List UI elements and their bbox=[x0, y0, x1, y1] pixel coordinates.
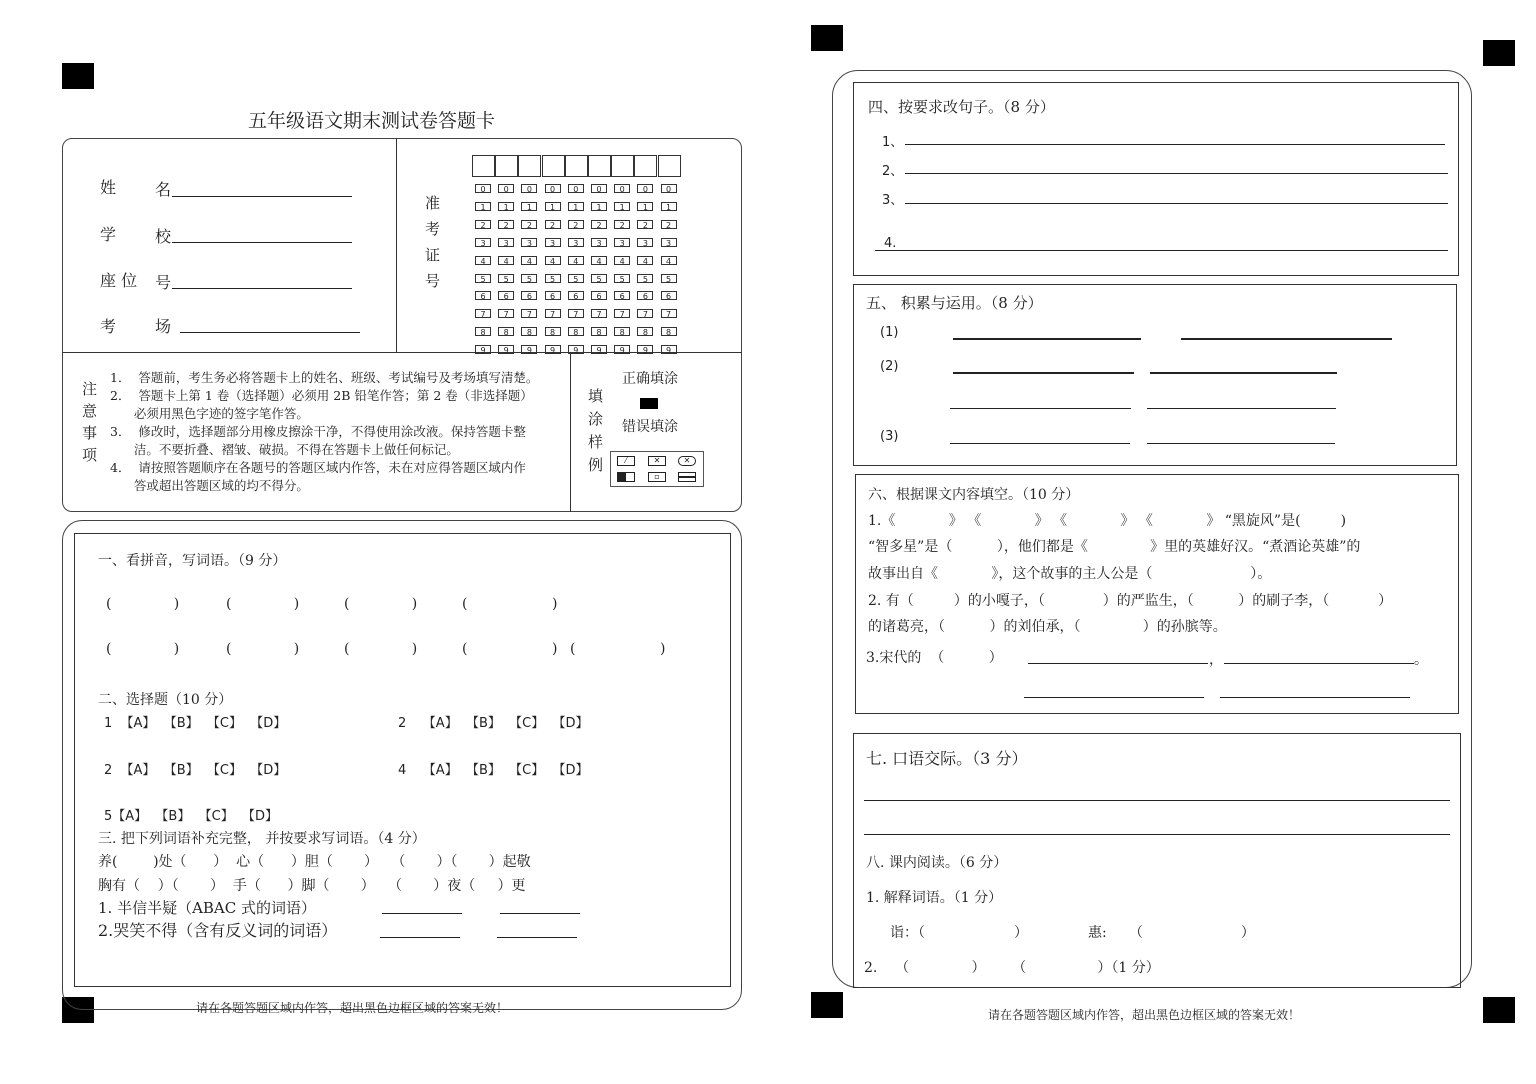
exam-id-bubble[interactable]: 3 bbox=[568, 238, 584, 247]
q4-item: 2、 bbox=[882, 164, 904, 179]
field-label: 名 bbox=[155, 180, 172, 199]
q8-item: 1. 解释词语。（1 分） bbox=[866, 890, 1003, 906]
q8-word[interactable]: 诣：（ ） bbox=[890, 925, 1029, 941]
exam-id-bubble[interactable]: 5 bbox=[637, 274, 653, 283]
note-line: 3． 修改时，选择题部分用橡皮擦涂干净，不得使用涂改液。保持答题卡整 bbox=[110, 424, 526, 439]
corner-mark bbox=[811, 25, 843, 51]
q5-item: (2) bbox=[880, 359, 899, 374]
q3-item: 1. 半信半疑（ABAC 式的词语） bbox=[98, 899, 317, 917]
note-line: 洁。不要折叠、褶皱、破损。不得在答题卡上做任何标记。 bbox=[110, 442, 459, 457]
answer-line[interactable] bbox=[953, 338, 1141, 340]
exam-id-bubble[interactable]: 3 bbox=[521, 238, 537, 247]
q2-row[interactable]: 2 【A】 【B】 【C】 【D】 bbox=[104, 763, 287, 778]
exam-id-bubble[interactable]: 2 bbox=[568, 220, 584, 229]
footer-note: 请在各题答题区域内作答，超出黑色边框区域的答案无效！ bbox=[196, 1001, 509, 1015]
exam-id-digit-cell[interactable] bbox=[518, 155, 541, 177]
exam-id-bubble[interactable]: 8 bbox=[521, 327, 537, 336]
q6-line[interactable]: 的诸葛亮，（ ）的刘伯承，（ ）的孙膑等。 bbox=[868, 619, 1227, 635]
note-line: 必须用黑色字迹的签字笔作答。 bbox=[110, 406, 309, 421]
divider bbox=[396, 138, 397, 352]
exam-id-bubble[interactable]: 7 bbox=[614, 309, 630, 318]
exam-id-bubble[interactable]: 5 bbox=[498, 274, 514, 283]
exam-id-bubble[interactable]: 7 bbox=[661, 309, 677, 318]
exam-id-bubble[interactable]: 9 bbox=[521, 345, 537, 354]
answer-line[interactable] bbox=[905, 203, 1448, 204]
exam-id-bubble[interactable]: 9 bbox=[545, 345, 561, 354]
exam-id-bubble[interactable]: 0 bbox=[661, 184, 677, 193]
exam-id-bubble[interactable]: 5 bbox=[568, 274, 584, 283]
field-label: 姓 bbox=[100, 178, 117, 197]
q2-title: 二、选择题（10 分） bbox=[98, 692, 233, 708]
exam-id-bubble[interactable]: 6 bbox=[661, 291, 677, 300]
note-line: 2． 答题卡上第 1 卷（选择题）必须用 2B 铅笔作答；第 2 卷（非选择题） bbox=[110, 388, 533, 403]
answer-line[interactable] bbox=[497, 937, 577, 938]
exam-id-bubble[interactable]: 0 bbox=[591, 184, 607, 193]
exam-id-bubble[interactable]: 8 bbox=[591, 327, 607, 336]
q1-answer-row[interactable]: ( ) ( ) ( ) ( ) ( ) bbox=[106, 641, 666, 657]
exam-id-bubble[interactable]: 9 bbox=[475, 345, 491, 354]
q6-period: 。 bbox=[1414, 652, 1428, 668]
q7-title: 七. 口语交际。（3 分） bbox=[866, 749, 1028, 768]
exam-id-bubble[interactable]: 2 bbox=[637, 220, 653, 229]
q3-line[interactable]: 胸有（ ）（ ） 手（ ）脚（ ） （ ）夜（ ）更 bbox=[98, 878, 526, 894]
q6-line[interactable]: 故事出自《 》，这个故事的主人公是（ ）。 bbox=[868, 566, 1272, 582]
q4-item: 3、 bbox=[882, 193, 904, 208]
note-line: 答或超出答题区域的均不得分。 bbox=[110, 478, 309, 493]
answer-line[interactable] bbox=[864, 834, 1450, 835]
exam-id-bubble[interactable]: 2 bbox=[475, 220, 491, 229]
exam-id-bubble[interactable]: 4 bbox=[521, 256, 537, 265]
note-line: 1． 答题前，考生务必将答题卡上的姓名、班级、考试编号及考场填写清楚。 bbox=[110, 370, 539, 385]
exam-id-bubble[interactable]: 2 bbox=[498, 220, 514, 229]
page-title: 五年级语文期末测试卷答题卡 bbox=[248, 110, 496, 132]
q5-item: (3) bbox=[880, 429, 899, 444]
answer-line[interactable] bbox=[953, 372, 1134, 374]
wrong-sample-icon: ▫ bbox=[648, 472, 666, 482]
exam-id-bubble[interactable]: 5 bbox=[661, 274, 677, 283]
q6-line[interactable]: 1.《 》 《 》 《 》 《 》 “黑旋风”是( ) bbox=[868, 513, 1347, 529]
exam-id-bubble[interactable]: 0 bbox=[637, 184, 653, 193]
answer-line[interactable] bbox=[1220, 697, 1410, 698]
exam-id-bubble[interactable]: 8 bbox=[637, 327, 653, 336]
exam-id-digit-cell[interactable] bbox=[472, 155, 495, 177]
correct-fill-sample bbox=[640, 398, 658, 409]
exam-id-bubble[interactable]: 8 bbox=[661, 327, 677, 336]
answer-line[interactable] bbox=[500, 913, 580, 914]
sample-label: 填 涂 样 例 bbox=[588, 387, 604, 474]
q4-item: 1、 bbox=[882, 135, 904, 150]
exam-id-bubble[interactable]: 1 bbox=[545, 202, 561, 211]
exam-id-bubble[interactable]: 7 bbox=[545, 309, 561, 318]
exam-id-bubble[interactable]: 0 bbox=[498, 184, 514, 193]
q1-answer-row[interactable]: ( ) ( ) ( ) ( ) bbox=[106, 596, 558, 612]
answer-line[interactable] bbox=[1024, 697, 1204, 698]
wrong-sample-icon: ✕ bbox=[648, 456, 666, 466]
exam-id-bubble[interactable]: 2 bbox=[545, 220, 561, 229]
field-label: 学 bbox=[100, 225, 117, 244]
answer-line[interactable] bbox=[1150, 372, 1337, 374]
exam-id-bubble[interactable]: 4 bbox=[568, 256, 584, 265]
exam-id-bubble[interactable]: 1 bbox=[568, 202, 584, 211]
exam-id-bubble[interactable]: 3 bbox=[498, 238, 514, 247]
answer-line[interactable] bbox=[864, 800, 1450, 801]
q1-title: 一、看拼音，写词语。（9 分） bbox=[98, 553, 287, 569]
exam-id-bubble[interactable]: 7 bbox=[498, 309, 514, 318]
answer-line[interactable] bbox=[1028, 663, 1208, 664]
exam-id-bubble[interactable]: 7 bbox=[568, 309, 584, 318]
exam-id-bubble[interactable]: 3 bbox=[591, 238, 607, 247]
wrong-sample-icon: ⁄ bbox=[617, 456, 635, 466]
q6-title: 六、根据课文内容填空。（10 分） bbox=[868, 487, 1080, 503]
answer-line[interactable] bbox=[1147, 408, 1336, 409]
exam-id-bubble[interactable]: 8 bbox=[614, 327, 630, 336]
exam-id-label: 准 考 证 号 bbox=[425, 194, 441, 290]
exam-id-bubble[interactable]: 3 bbox=[614, 238, 630, 247]
q4-title: 四、按要求改句子。（8 分） bbox=[868, 98, 1055, 116]
q6-comma: ， bbox=[1209, 652, 1223, 668]
corner-mark bbox=[1483, 997, 1515, 1023]
exam-id-bubble[interactable]: 8 bbox=[545, 327, 561, 336]
wrong-fill-label: 错误填涂 bbox=[622, 419, 678, 435]
exam-id-digit-cell[interactable] bbox=[542, 155, 565, 177]
exam-id-bubble[interactable]: 5 bbox=[521, 274, 537, 283]
exam-id-bubble[interactable]: 2 bbox=[661, 220, 677, 229]
exam-id-bubble[interactable]: 0 bbox=[614, 184, 630, 193]
exam-id-bubble[interactable]: 1 bbox=[498, 202, 514, 211]
answer-line[interactable] bbox=[905, 144, 1445, 145]
exam-id-bubble[interactable]: 6 bbox=[614, 291, 630, 300]
exam-id-bubble[interactable]: 6 bbox=[521, 291, 537, 300]
answer-line[interactable] bbox=[950, 408, 1131, 409]
exam-id-bubble[interactable]: 6 bbox=[568, 291, 584, 300]
wrong-sample-icon: ✕ bbox=[678, 456, 696, 466]
exam-id-bubble[interactable]: 0 bbox=[521, 184, 537, 193]
exam-id-digit-cell[interactable] bbox=[611, 155, 634, 177]
exam-id-bubble[interactable]: 4 bbox=[545, 256, 561, 265]
exam-id-bubble[interactable]: 1 bbox=[637, 202, 653, 211]
q3-title: 三. 把下列词语补充完整， 并按要求写词语。（4 分） bbox=[98, 831, 426, 847]
q8-title: 八. 课内阅读。（6 分） bbox=[866, 855, 1008, 871]
name-input-line[interactable] bbox=[172, 196, 352, 197]
answer-line[interactable] bbox=[950, 443, 1130, 444]
q3-line[interactable]: 养( )处（ ） 心（ ）胆（ ） （ ）（ ）起敬 bbox=[98, 854, 531, 870]
exam-id-bubble[interactable]: 4 bbox=[661, 256, 677, 265]
exam-id-bubble[interactable]: 9 bbox=[568, 345, 584, 354]
answer-line[interactable] bbox=[382, 913, 462, 914]
wrong-sample-icon bbox=[678, 472, 696, 482]
exam-id-bubble[interactable]: 1 bbox=[614, 202, 630, 211]
divider bbox=[570, 352, 571, 512]
exam-id-bubble[interactable]: 7 bbox=[475, 309, 491, 318]
q4-item: 4. bbox=[884, 236, 897, 251]
exam-id-bubble[interactable]: 1 bbox=[661, 202, 677, 211]
answer-line[interactable] bbox=[905, 173, 1448, 174]
q2-row[interactable]: 4 【A】 【B】 【C】 【D】 bbox=[398, 763, 589, 778]
exam-id-bubble[interactable]: 4 bbox=[475, 256, 491, 265]
q2-row[interactable]: 2 【A】 【B】 【C】 【D】 bbox=[398, 716, 589, 731]
exam-id-digit-cell[interactable] bbox=[495, 155, 518, 177]
exam-id-bubble[interactable]: 0 bbox=[475, 184, 491, 193]
footer-note: 请在各题答题区域内作答，超出黑色边框区域的答案无效！ bbox=[988, 1008, 1301, 1022]
exam-id-bubble[interactable]: 6 bbox=[475, 291, 491, 300]
exam-id-bubble[interactable]: 5 bbox=[614, 274, 630, 283]
exam-id-bubble[interactable]: 4 bbox=[637, 256, 653, 265]
field-label: 场 bbox=[155, 317, 172, 336]
exam-id-bubble[interactable]: 3 bbox=[661, 238, 677, 247]
exam-id-bubble[interactable]: 4 bbox=[498, 256, 514, 265]
exam-id-bubble[interactable]: 2 bbox=[591, 220, 607, 229]
field-label: 座 位 bbox=[100, 271, 138, 290]
correct-fill-label: 正确填涂 bbox=[622, 371, 678, 387]
answer-line[interactable] bbox=[380, 937, 460, 938]
exam-id-bubble[interactable]: 5 bbox=[475, 274, 491, 283]
notes-label: 注 意 事 项 bbox=[82, 380, 98, 464]
q2-row[interactable]: 5【A】 【B】 【C】 【D】 bbox=[104, 809, 278, 824]
exam-id-bubble[interactable]: 9 bbox=[591, 345, 607, 354]
exam-id-bubble[interactable]: 7 bbox=[521, 309, 537, 318]
exam-id-bubble[interactable]: 1 bbox=[475, 202, 491, 211]
exam-id-bubble[interactable]: 7 bbox=[637, 309, 653, 318]
q8-word[interactable]: 惠: （ ） bbox=[1088, 925, 1255, 941]
exam-id-bubble[interactable]: 9 bbox=[661, 345, 677, 354]
exam-id-bubble[interactable]: 8 bbox=[498, 327, 514, 336]
exam-id-bubble[interactable]: 3 bbox=[475, 238, 491, 247]
exam-id-bubble[interactable]: 3 bbox=[545, 238, 561, 247]
exam-id-bubble[interactable]: 2 bbox=[521, 220, 537, 229]
q6-line[interactable]: 2. 有（ ）的小嘎子，（ ）的严监生，（ ）的刷子李，（ ） bbox=[868, 593, 1393, 609]
exam-id-bubble[interactable]: 7 bbox=[591, 309, 607, 318]
exam-id-digit-cell[interactable] bbox=[565, 155, 588, 177]
exam-id-bubble[interactable]: 4 bbox=[614, 256, 630, 265]
corner-mark bbox=[62, 63, 94, 89]
q3-item: 2.哭笑不得（含有反义词的词语） bbox=[98, 921, 338, 940]
answer-line[interactable] bbox=[1224, 663, 1414, 664]
q5-item: (1) bbox=[880, 325, 899, 340]
exam-id-digit-cell[interactable] bbox=[588, 155, 611, 177]
answer-line[interactable] bbox=[875, 250, 1448, 251]
exam-id-bubble[interactable]: 4 bbox=[591, 256, 607, 265]
exam-id-bubble[interactable]: 3 bbox=[637, 238, 653, 247]
exam-id-bubble[interactable]: 1 bbox=[591, 202, 607, 211]
q6-line[interactable]: “智多星”是（ ），他们都是《 》里的英雄好汉。“煮酒论英雄”的 bbox=[868, 539, 1361, 555]
exam-id-bubble[interactable]: 0 bbox=[568, 184, 584, 193]
exam-id-bubble[interactable]: 0 bbox=[545, 184, 561, 193]
corner-mark bbox=[1483, 40, 1515, 66]
q8-item[interactable]: 2. （ ） （ ）（1 分） bbox=[864, 960, 1160, 976]
answer-line[interactable] bbox=[1147, 443, 1335, 444]
exam-id-bubble[interactable]: 6 bbox=[637, 291, 653, 300]
exam-id-bubble[interactable]: 8 bbox=[475, 327, 491, 336]
exam-id-bubble[interactable]: 5 bbox=[545, 274, 561, 283]
exam-id-digit-cell[interactable] bbox=[658, 155, 681, 177]
exam-id-bubble[interactable]: 9 bbox=[637, 345, 653, 354]
answer-line[interactable] bbox=[1181, 338, 1392, 340]
exam-id-bubble[interactable]: 9 bbox=[498, 345, 514, 354]
exam-id-bubble[interactable]: 6 bbox=[498, 291, 514, 300]
exam-id-bubble[interactable]: 1 bbox=[521, 202, 537, 211]
field-label: 校 bbox=[155, 227, 172, 246]
exam-id-bubble[interactable]: 5 bbox=[591, 274, 607, 283]
exam-id-digit-cell[interactable] bbox=[634, 155, 657, 177]
wrong-sample-icon bbox=[617, 472, 635, 482]
school-input-line[interactable] bbox=[172, 242, 352, 243]
q2-row[interactable]: 1 【A】 【B】 【C】 【D】 bbox=[104, 716, 287, 731]
notes-list bbox=[110, 369, 570, 495]
exam-id-bubble[interactable]: 6 bbox=[591, 291, 607, 300]
q5-title: 五、 积累与运用。（8 分） bbox=[866, 294, 1043, 312]
field-label: 号 bbox=[155, 273, 172, 292]
field-label: 考 bbox=[100, 317, 117, 336]
note-line: 4． 请按照答题顺序在各题号的答题区域内作答，未在对应得答题区域内作 bbox=[110, 460, 526, 475]
exam-id-bubble[interactable]: 2 bbox=[614, 220, 630, 229]
exam-id-bubble[interactable]: 8 bbox=[568, 327, 584, 336]
exam-id-bubble[interactable]: 9 bbox=[614, 345, 630, 354]
wrong-fill-samples bbox=[610, 451, 704, 487]
corner-mark bbox=[811, 992, 843, 1018]
room-input-line[interactable] bbox=[180, 332, 360, 333]
q6-item3: 3.宋代的 （ ） bbox=[866, 650, 1003, 666]
seat-input-line[interactable] bbox=[172, 288, 352, 289]
exam-id-bubble[interactable]: 6 bbox=[545, 291, 561, 300]
